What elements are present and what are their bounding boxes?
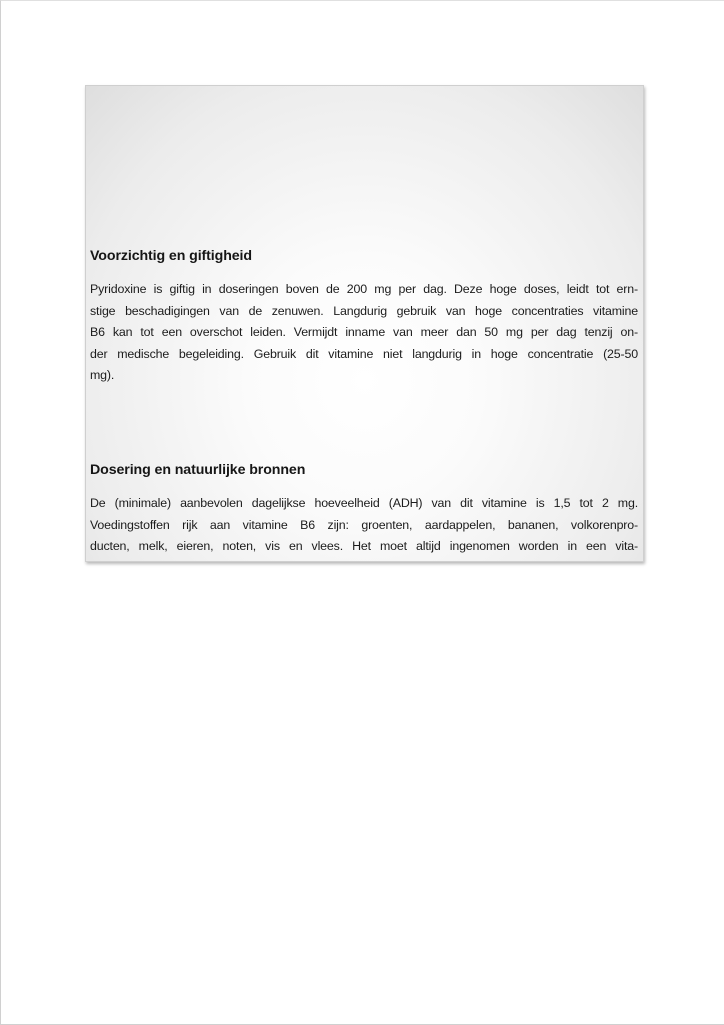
content-box [85,85,644,562]
section-heading-dosage: Dosering en natuurlijke bronnen [90,462,306,478]
section-toxicity [90,246,638,387]
section-paragraph-dosage [90,493,638,558]
text-line: stige beschadigingen van de zenuwen. Langdurig gebruik van hoge concentraties vitamine [90,303,638,318]
section-dosage [90,460,638,558]
section-heading-toxicity: Voorzichtig en giftigheid [90,248,252,264]
text-line: ducten, melk, eieren, noten, vis en vlees. Het moet altijd ingenomen worden in een vita- [90,539,638,553]
section-paragraph-toxicity [90,279,638,387]
text-line: Pyridoxine is giftig in doseringen boven de 200 mg per dag. Deze hoge doses, leidt tot ern- [90,282,638,296]
text-line: der medische begeleiding. Gebruik dit vitamine niet langdurig in hoge concentratie (25-50 [90,346,638,361]
text-line: De (minimale) aanbevolen dagelijkse hoeveelheid (ADH) van dit vitamine is 1,5 tot 2 mg. [90,496,638,510]
text-line: mg). [90,368,115,382]
text-line: Voedingstoffen rijk aan vitamine B6 zijn: groenten, aardappelen, bananen, volkorenpro- [90,517,638,532]
text-line: B6 kan tot een overschot leiden. Vermijdt inname van meer dan 50 mg per dag tenzij on- [90,325,638,339]
